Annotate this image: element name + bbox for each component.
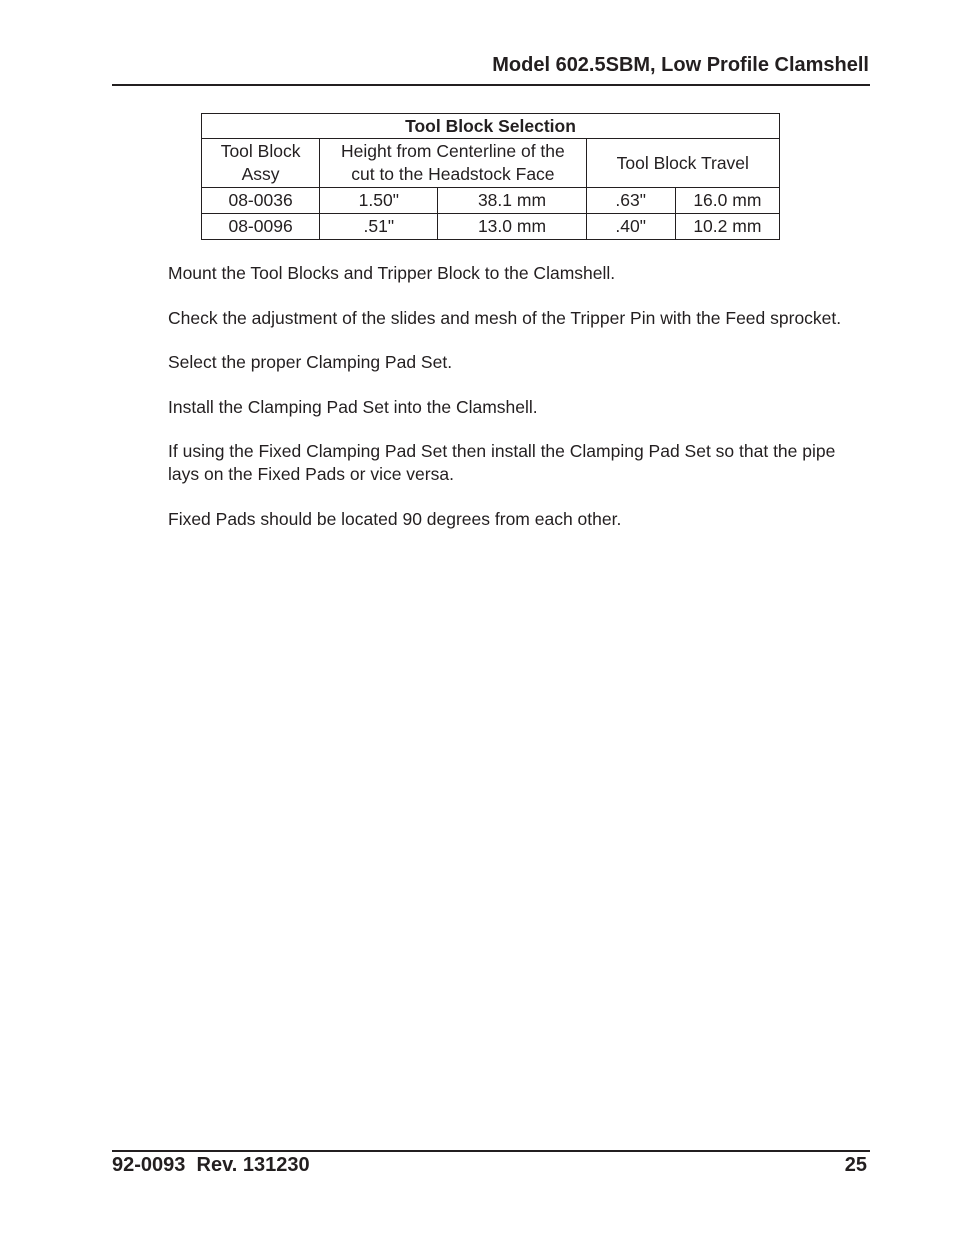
paragraph: Check the adjustment of the slides and mesh of the Tripper Pin with the Feed sprocket. xyxy=(168,307,842,328)
table-title: Tool Block Selection xyxy=(202,114,780,139)
header-height-line2: cut to the Headstock Face xyxy=(351,164,555,184)
paragraph: Mount the Tool Blocks and Tripper Block to the Clamshell. xyxy=(168,263,616,283)
footer-doc-number: 92-0093 Rev. 131230 xyxy=(112,1154,310,1176)
cell-height-in: .51" xyxy=(320,214,438,240)
header-assy-line1: Tool Block xyxy=(220,141,301,161)
header-height-line1: Height from Centerline of the xyxy=(341,141,565,161)
footer-rule xyxy=(112,1150,870,1152)
header-height-from-centerline xyxy=(320,139,586,188)
cell-height-mm: 38.1 mm xyxy=(438,188,586,214)
cell-travel-in: .40" xyxy=(586,214,675,240)
header-rule xyxy=(112,84,870,86)
cell-travel-mm: 16.0 mm xyxy=(675,188,779,214)
cell-assy: 08-0096 xyxy=(202,214,320,240)
cell-height-mm: 13.0 mm xyxy=(438,214,586,240)
cell-travel-mm: 10.2 mm xyxy=(675,214,779,240)
tool-block-selection-table xyxy=(201,113,780,240)
paragraph: Select the proper Clamping Pad Set. xyxy=(168,352,453,372)
cell-assy: 08-0036 xyxy=(202,188,320,214)
header-assy-line2: Assy xyxy=(241,164,280,184)
footer-page-number: 25 xyxy=(844,1154,867,1176)
cell-height-in: 1.50" xyxy=(320,188,438,214)
paragraph: If using the Fixed Clamping Pad Set then install the Clamping Pad Set so that the pipe lays on the Fixed Pads or vice versa. xyxy=(168,441,836,484)
body-text xyxy=(168,262,858,552)
paragraph: Fixed Pads should be located 90 degrees from each other. xyxy=(168,508,622,529)
page-header-title: Model 602.5SBM, Low Profile Clamshell xyxy=(492,54,869,76)
cell-travel-in: .63" xyxy=(586,188,675,214)
header-tool-block-travel: Tool Block Travel xyxy=(586,139,779,188)
table-row xyxy=(202,188,780,214)
header-tool-block-assy xyxy=(202,139,320,188)
table-row xyxy=(202,214,780,240)
paragraph: Install the Clamping Pad Set into the Clamshell. xyxy=(168,396,538,417)
